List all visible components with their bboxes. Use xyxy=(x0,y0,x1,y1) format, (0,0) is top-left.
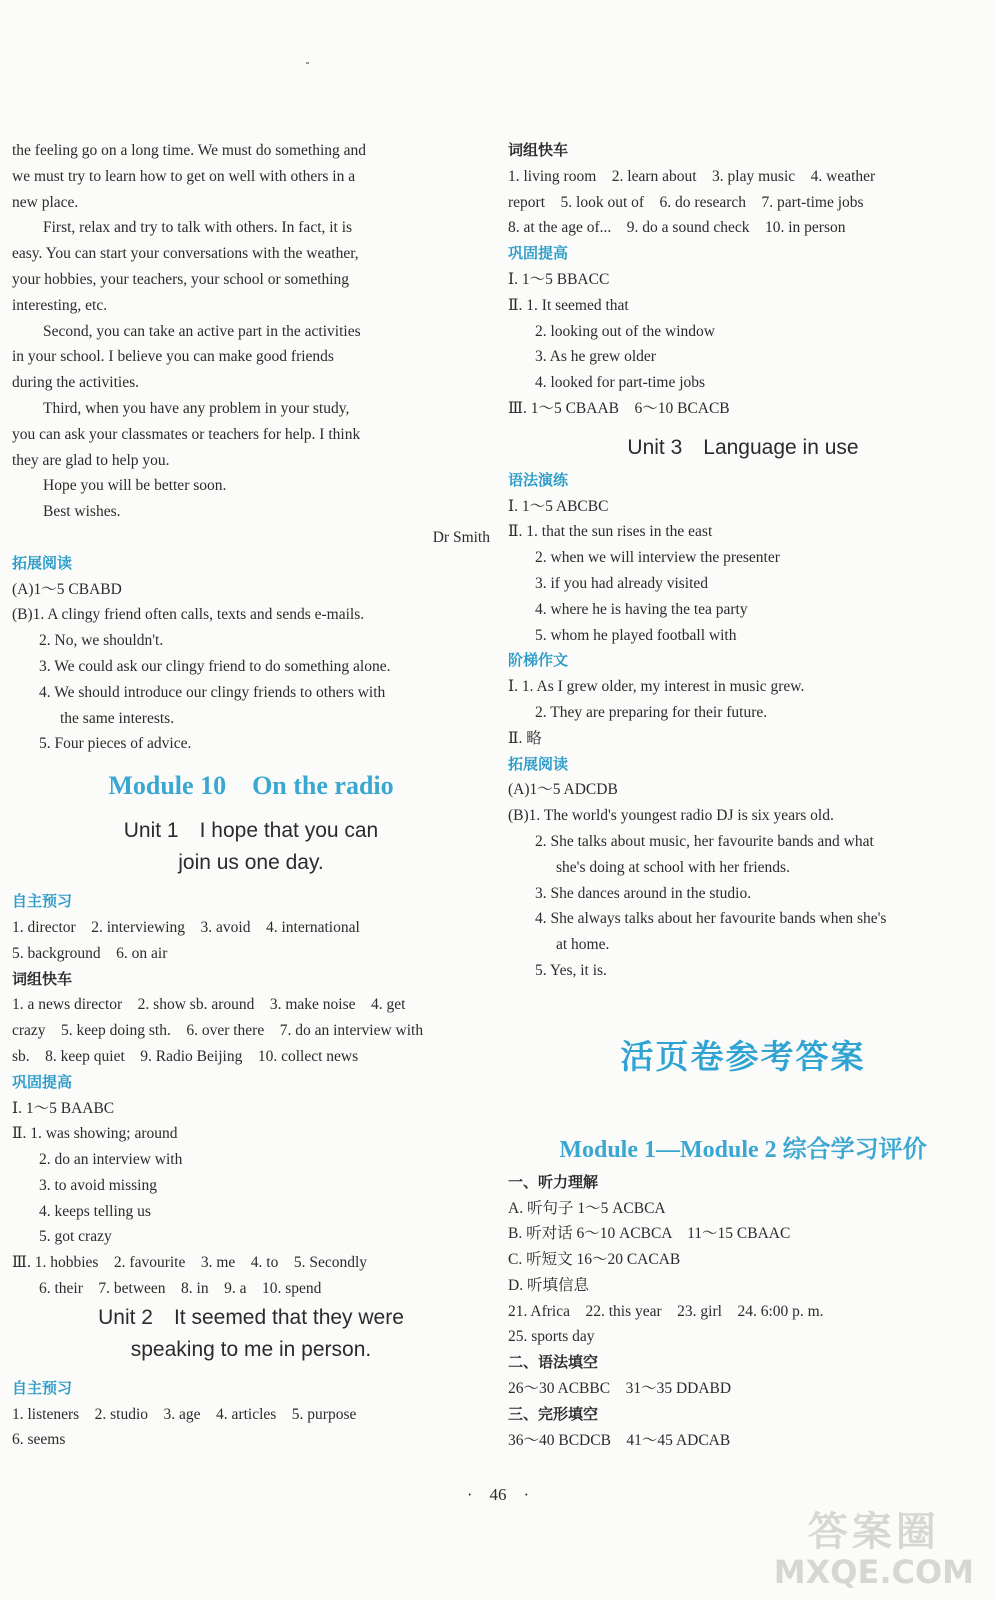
letter-line: First, relax and try to talk with others. In fact, it is xyxy=(43,219,353,237)
answer-line: (B)1. The world's youngest radio DJ is six years old. xyxy=(508,807,834,825)
answer-line: 4. looked for part-time jobs xyxy=(535,374,706,392)
answer-line: 2. She talks about music, her favourite bands and what xyxy=(535,832,874,850)
answer-line: Ⅲ. 1. hobbies 2. favourite 3. me 4. to 5. Secondly xyxy=(12,1254,368,1272)
letter-line: new place. xyxy=(12,193,79,211)
answer-line: 1. living room 2. learn about 3. play music 4. weather xyxy=(508,167,876,185)
answer-line: 5. Yes, it is. xyxy=(535,961,607,979)
answer-line: (B)1. A clingy friend often calls, texts and sends e-mails. xyxy=(12,606,365,624)
module-title: Module 10 On the radio xyxy=(108,771,394,801)
letter-line: easy. You can start your conversations with the weather, xyxy=(12,245,359,263)
answer-line: Ⅰ. 1. As I grew older, my interest in music grew. xyxy=(508,678,805,696)
letter-line: Second, you can take an active part in the activities xyxy=(43,322,361,340)
answer-line: 4. She always talks about her favourite bands when she's xyxy=(535,910,887,928)
letter-signature: Dr Smith xyxy=(432,528,490,546)
answer-line: 4. keeps telling us xyxy=(39,1202,151,1220)
section-heading-preview: 自主预习 xyxy=(12,892,73,911)
answer-line: 25. sports day xyxy=(508,1328,595,1346)
answer-line: 8. at the age of... 9. do a sound check 10. in person xyxy=(508,219,846,237)
answer-line: 2. do an interview with xyxy=(39,1151,183,1169)
section-heading-consolidate: 巩固提高 xyxy=(12,1072,73,1091)
letter-line: interesting, etc. xyxy=(12,296,108,314)
answer-line: 3. if you had already visited xyxy=(535,574,709,592)
section-heading-grammar-fill: 二、语法填空 xyxy=(508,1353,599,1372)
answer-line: 21. Africa 22. this year 23. girl 24. 6:00 p. m. xyxy=(508,1302,824,1320)
letter-line: during the activities. xyxy=(12,374,139,392)
section-heading-cloze: 三、完形填空 xyxy=(508,1404,599,1423)
answer-line: 1. a news director 2. show sb. around 3. make noise 4. get xyxy=(12,996,406,1014)
section-heading-extended-reading: 拓展阅读 xyxy=(508,754,569,773)
answer-line: Ⅱ. 1. It seemed that xyxy=(508,296,629,314)
answer-line: at home. xyxy=(556,936,610,954)
answer-line: 3. We could ask our clingy friend to do something alone. xyxy=(39,657,391,675)
answer-line: D. 听填信息 xyxy=(508,1276,589,1294)
answer-line: Ⅱ. 1. was showing; around xyxy=(12,1125,178,1143)
answer-line: Ⅲ. 1～5 CBAAB 6～10 BCACB xyxy=(508,399,730,417)
answer-line: 4. We should introduce our clingy friends to others with xyxy=(39,683,386,701)
letter-line: you can ask your classmates or teachers for help. I think xyxy=(12,425,361,443)
letter-line: Best wishes. xyxy=(43,503,121,521)
section-heading-phrases: 词组快车 xyxy=(508,141,569,159)
unit-title: Unit 2 It seemed that they were xyxy=(98,1305,404,1329)
answer-line: 2. They are preparing for their future. xyxy=(535,703,768,721)
watermark-logo xyxy=(773,1509,974,1592)
section-heading-extended-reading: 拓展阅读 xyxy=(12,553,73,572)
answer-line: 5. Four pieces of advice. xyxy=(39,735,192,753)
answer-line: 36～40 BCDCB 41～45 ADCAB xyxy=(508,1431,731,1449)
answer-line: 2. looking out of the window xyxy=(535,322,715,340)
section-heading-listening: 一、听力理解 xyxy=(508,1172,599,1191)
unit-title: Unit 3 Language in use xyxy=(627,435,859,459)
answer-line: 5. background 6. on air xyxy=(12,944,168,962)
answer-line: 26～30 ACBBC 31～35 DDABD xyxy=(508,1380,732,1398)
answer-line: Ⅰ. 1～5 BBACC xyxy=(508,270,610,288)
letter-line: in your school. I believe you can make good friends xyxy=(12,348,334,366)
letter-line: Hope you will be better soon. xyxy=(43,477,227,495)
letter-line: Third, when you have any problem in your study, xyxy=(43,399,350,417)
letter-line: your hobbies, your teachers, your school or something xyxy=(12,270,350,288)
section-heading-writing: 阶梯作文 xyxy=(508,651,569,670)
letter-line: the feeling go on a long time. We must do something and xyxy=(12,142,367,159)
answer-line: 3. to avoid missing xyxy=(39,1176,157,1194)
watermark-url: MXQE.COM xyxy=(773,1553,974,1591)
answer-line: crazy 5. keep doing sth. 6. over there 7. do an interview with xyxy=(12,1022,424,1040)
unit-title: join us one day. xyxy=(178,851,324,875)
answer-line: 5. whom he played football with xyxy=(535,626,737,644)
answer-line: Ⅰ. 1～5 BAABC xyxy=(12,1099,115,1117)
answer-line: 2. No, we shouldn't. xyxy=(39,632,164,650)
answer-line: Ⅰ. 1～5 ABCBC xyxy=(508,497,609,515)
answer-line: 1. listeners 2. studio 3. age 4. articles 5. purpose xyxy=(12,1405,357,1423)
answer-line: Ⅱ. 略 xyxy=(508,729,542,747)
letter-line: we must try to learn how to get on well with others in a xyxy=(12,167,356,185)
watermark-text: 答案圈 xyxy=(807,1509,940,1555)
answer-line: (A)1～5 CBABD xyxy=(12,580,122,598)
answer-line: C. 听短文 16～20 CACAB xyxy=(508,1251,681,1269)
answer-line: B. 听对话 6～10 ACBCA 11～15 CBAAC xyxy=(508,1225,791,1243)
answer-line: 3. As he grew older xyxy=(535,348,656,366)
unit-title: speaking to me in person. xyxy=(130,1337,372,1361)
unit-title: Unit 1 I hope that you can xyxy=(123,819,379,843)
answer-line: 4. where he is having the tea party xyxy=(535,600,748,618)
scan-speck xyxy=(306,62,309,64)
answer-line: A. 听句子 1～5 ACBCA xyxy=(508,1199,666,1217)
answer-line: 3. She dances around in the studio. xyxy=(535,884,752,902)
answer-line: sb. 8. keep quiet 9. Radio Beijing 10. collect news xyxy=(12,1047,359,1065)
letter-line: they are glad to help you. xyxy=(12,451,170,469)
answer-line: 1. director 2. interviewing 3. avoid 4. international xyxy=(12,918,360,936)
answer-line: Ⅱ. 1. that the sun rises in the east xyxy=(508,523,713,541)
section-heading-grammar: 语法演练 xyxy=(508,470,569,489)
page-number: · 46 · xyxy=(466,1485,530,1504)
answer-line: the same interests. xyxy=(60,709,175,727)
section-heading-consolidate: 巩固提高 xyxy=(508,244,569,263)
right-column xyxy=(508,138,978,1453)
section-heading-phrases: 词组快车 xyxy=(12,969,73,988)
left-column xyxy=(12,138,490,1453)
answer-line: 6. their 7. between 8. in 9. a 10. spend xyxy=(39,1280,322,1298)
answer-line: (A)1～5 ADCDB xyxy=(508,781,618,799)
answer-line: 5. got crazy xyxy=(39,1228,112,1246)
answer-line: she's doing at school with her friends. xyxy=(556,858,790,876)
answer-line: report 5. look out of 6. do research 7. part-time jobs xyxy=(508,193,864,211)
section-heading-preview: 自主预习 xyxy=(12,1378,73,1397)
answer-line: 6. seems xyxy=(12,1431,66,1449)
answer-sheet-title: 活页卷参考答案 xyxy=(620,1036,866,1076)
module-range-title: Module 1—Module 2 综合学习评价 xyxy=(559,1136,927,1163)
answer-line: 2. when we will interview the presenter xyxy=(535,549,780,567)
